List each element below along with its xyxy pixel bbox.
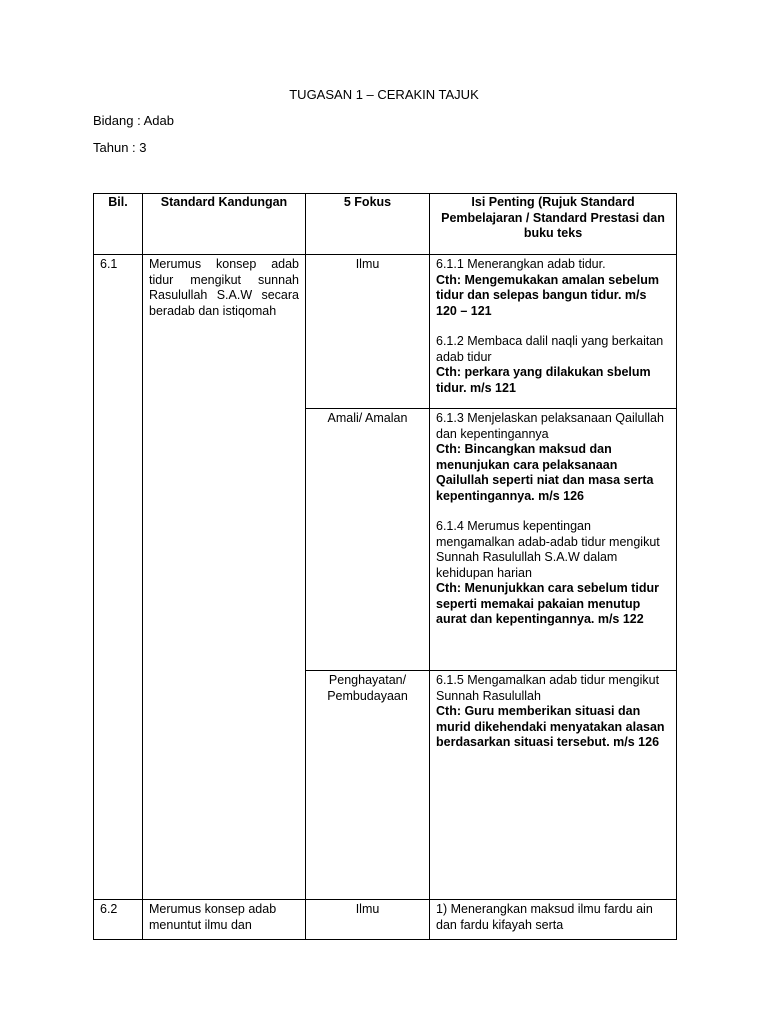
bidang-label: Bidang : Adab — [93, 113, 174, 128]
isi-penting-cell: 1) Menerangkan maksud ilmu fardu ain dan fardu kifayah serta — [430, 900, 677, 940]
header-isi-penting: Isi Penting (Rujuk Standard Pembelajaran / Standard Prestasi dan buku teks — [430, 194, 677, 255]
header-standard-kandungan: Standard Kandungan — [143, 194, 306, 255]
item-text: 6.1.3 Menjelaskan pelaksanaan Qailullah dan kepentingannya — [436, 411, 664, 441]
item-text: 6.1.1 Menerangkan adab tidur. — [436, 257, 606, 271]
fokus-cell: Penghayatan/ Pembudayaan — [306, 671, 430, 900]
table-row — [94, 900, 677, 940]
isi-penting-cell — [430, 409, 677, 671]
table-header-row — [94, 194, 677, 255]
isi-penting-cell — [430, 671, 677, 900]
bil-cell: 6.1 — [94, 255, 143, 900]
item-text: 6.1.2 Membaca dalil naqli yang berkaitan adab tidur — [436, 334, 664, 364]
table-row — [94, 255, 677, 409]
header-fokus: 5 Fokus — [306, 194, 430, 255]
tahun-label: Tahun : 3 — [93, 140, 147, 155]
document-title: TUGASAN 1 – CERAKIN TAJUK — [289, 87, 479, 102]
fokus-cell: Amali/ Amalan — [306, 409, 430, 671]
standard-kandungan-cell: Merumus konsep adab tidur mengikut sunnah Rasulullah S.A.W secara beradab dan istiqomah — [143, 255, 306, 900]
item-text: 6.1.4 Merumus kepentingan mengamalkan adab-adab tidur mengikut Sunnah Rasulullah S.A.W dalam kehidupan harian — [436, 519, 660, 580]
fokus-cell: Ilmu — [306, 255, 430, 409]
header-bil: Bil. — [94, 194, 143, 255]
cerakin-table — [93, 193, 677, 940]
isi-penting-cell — [430, 255, 677, 409]
item-example: Cth: Guru memberikan situasi dan murid dikehendaki menyatakan alasan berdasarkan situasi tersebut. m/s 126 — [436, 704, 665, 749]
item-example: Cth: Mengemukakan amalan sebelum tidur dan selepas bangun tidur. m/s 120 – 121 — [436, 272, 659, 318]
item-example: Cth: Bincangkan maksud dan menunjukan cara pelaksanaan Qailullah seperti niat dan masa serta kepentingannya. m/s 126 — [436, 442, 654, 503]
item-example: Cth: Menunjukkan cara sebelum tidur seperti memakai pakaian menutup aurat dan kepentingannya. m/s 122 — [436, 581, 659, 626]
item-text: 6.1.5 Mengamalkan adab tidur mengikut Sunnah Rasulullah — [436, 673, 660, 703]
fokus-cell: Ilmu — [306, 900, 430, 940]
standard-kandungan-cell: Merumus konsep adab menuntut ilmu dan — [143, 900, 306, 940]
bil-cell: 6.2 — [94, 900, 143, 940]
item-example: Cth: perkara yang dilakukan sbelum tidur. m/s 121 — [436, 365, 651, 395]
